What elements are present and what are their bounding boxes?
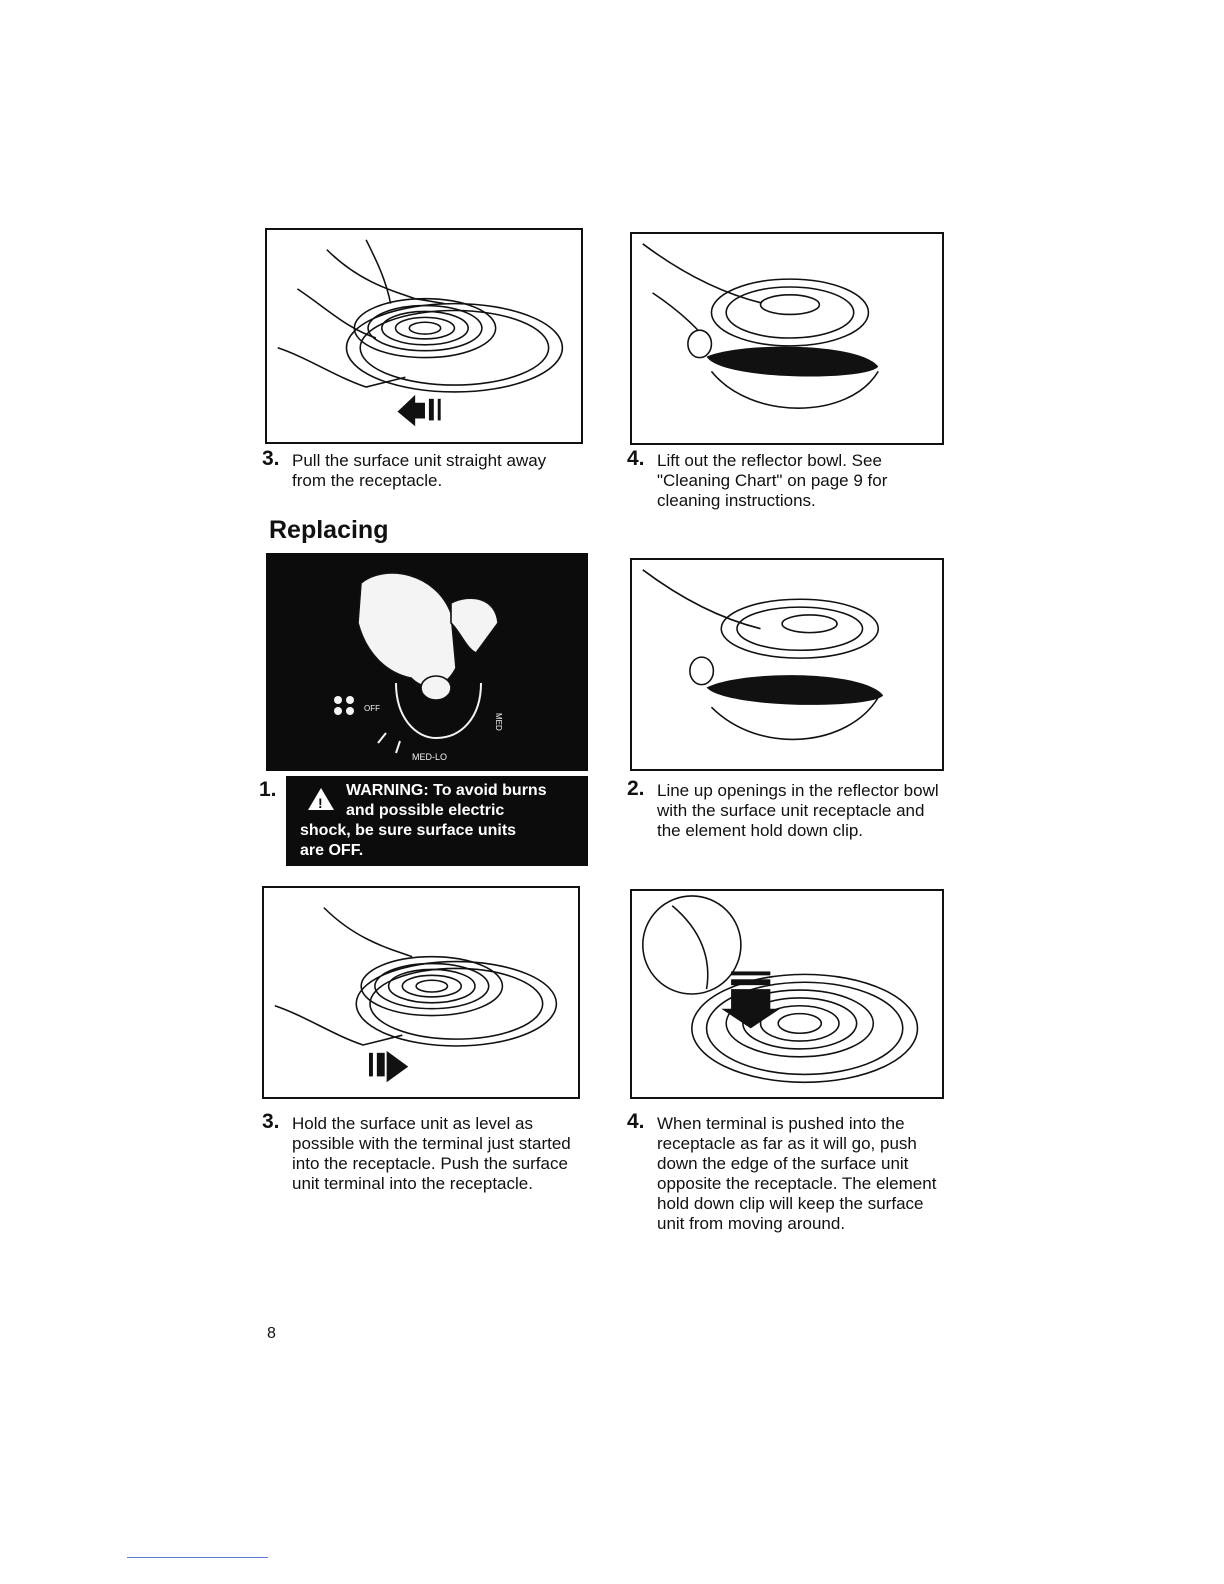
step-text: When terminal is pushed into the receptacle as far as it will go, push down the edge of the surface unit opposite the receptacle. The element hold down clip will keep the surface unit from moving around. [657, 1114, 937, 1233]
step-number: 2. [627, 777, 645, 800]
knob-label-med-lo: MED-LO [412, 752, 448, 762]
knob-label-off: OFF [364, 704, 380, 713]
step-number: 3. [262, 447, 280, 470]
replacing-step-2 [627, 777, 947, 841]
illustration-lift-reflector-bowl [630, 232, 944, 445]
push-terminal-drawing [264, 888, 578, 1097]
page-number: 8 [267, 1325, 276, 1342]
step-text: Lift out the reflector bowl. See "Cleaning Chart" on page 9 for cleaning instructions. [657, 451, 888, 510]
warning-line-3: shock, be sure surface units [300, 822, 517, 839]
warning-box [286, 776, 588, 866]
step-text: Pull the surface unit straight away from the receptacle. [292, 451, 547, 490]
knob-drawing [266, 553, 588, 771]
lift-bowl-drawing [632, 234, 942, 443]
footer-divider [127, 1557, 268, 1558]
warning-line-4: are OFF. [300, 842, 364, 859]
warning-step-number: 1. [259, 778, 277, 801]
removing-step-3 [262, 447, 582, 491]
step-text: Line up openings in the reflector bowl with the surface unit receptacle and the element hold down clip. [657, 781, 939, 840]
step-number: 3. [262, 1110, 280, 1133]
illustration-pull-surface-unit [265, 228, 583, 444]
push-down-drawing [632, 891, 942, 1097]
pull-unit-drawing [267, 230, 581, 442]
illustration-push-terminal [262, 886, 580, 1099]
step-number: 4. [627, 447, 645, 470]
step-number: 4. [627, 1110, 645, 1133]
replacing-step-4 [627, 1110, 947, 1234]
warning-line-1: WARNING: To avoid burns [346, 782, 547, 799]
warning-line-2: and possible electric [346, 802, 505, 819]
replacing-step-3 [262, 1110, 572, 1194]
step-text: Hold the surface unit as level as possible with the terminal just started into the receptacle. Push the surface unit terminal into the receptacle. [292, 1114, 571, 1193]
illustration-line-up-bowl [630, 558, 944, 771]
illustration-push-down-edge [630, 889, 944, 1099]
illustration-turn-knob-off [266, 553, 588, 771]
removing-step-4 [627, 447, 947, 511]
section-heading-replacing: Replacing [269, 516, 389, 544]
line-up-bowl-drawing [632, 560, 942, 769]
warning-triangle-icon: ! [308, 788, 334, 810]
knob-label-med: MED [494, 713, 503, 731]
